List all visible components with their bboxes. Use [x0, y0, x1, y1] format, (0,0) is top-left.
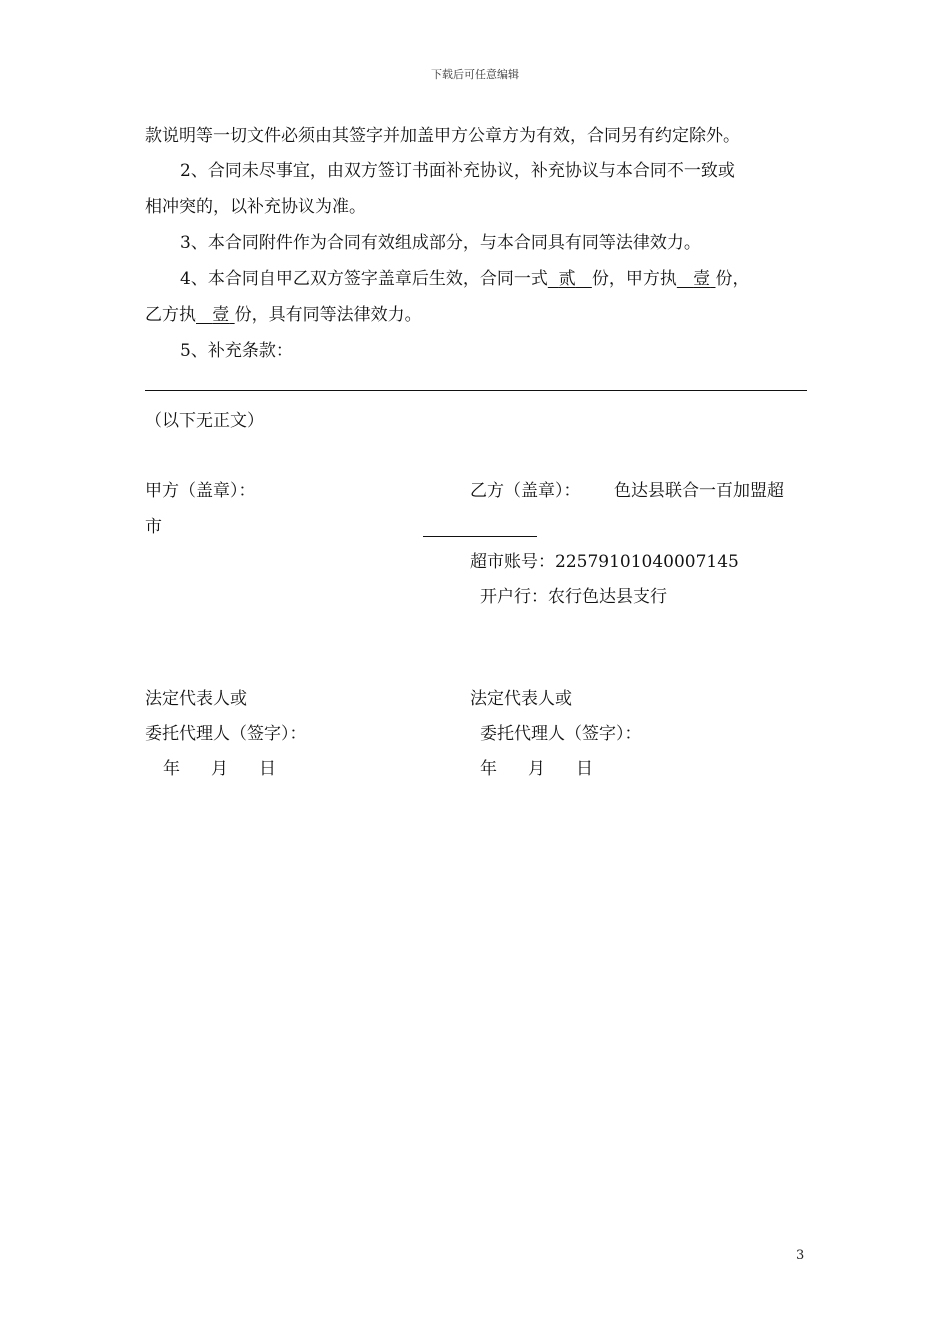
clause-2-line-1: 2、合同未尽事宜，由双方签订书面补充协议，补充协议与本合同不一致或 — [180, 161, 735, 181]
clause-4-text-b: 份，甲方执 — [591, 269, 677, 289]
party-b-date-day: 日 — [576, 759, 593, 779]
party-b-name-rule — [423, 536, 537, 537]
party-a-date-year: 年 — [163, 759, 180, 779]
copies-party-b — [196, 305, 235, 325]
supplementary-terms-rule — [145, 390, 807, 391]
bank-row — [480, 585, 667, 609]
clause-5: 5、补充条款： — [180, 341, 293, 361]
clause-3: 3、本合同附件作为合同有效组成部分，与本合同具有同等法律效力。 — [180, 233, 701, 253]
clause-continuation: 款说明等一切文件必须由其签字并加盖甲方公章方为有效，合同另有约定除外。 — [145, 126, 740, 146]
party-a-date — [163, 757, 276, 781]
account-number: 22579101040007145 — [555, 552, 739, 572]
bank-label: 开户行： — [480, 587, 548, 607]
party-a-date-day: 日 — [259, 759, 276, 779]
account-row — [470, 550, 739, 574]
party-b-date — [480, 757, 593, 781]
clause-4-line-1 — [180, 267, 749, 291]
party-b-rep-line-2: 委托代理人（签字）： — [480, 724, 642, 744]
page-number: 3 — [796, 1248, 805, 1263]
copies-party-b-value: 壹 — [212, 305, 230, 325]
page-header: 下载后可任意编辑 — [431, 68, 519, 81]
party-a-date-month: 月 — [211, 759, 228, 779]
party-b-date-year: 年 — [480, 759, 497, 779]
copies-total — [548, 269, 592, 289]
party-a-rep-line-1: 法定代表人或 — [145, 689, 247, 709]
clause-4-text-e: 份，具有同等法律效力。 — [234, 305, 422, 325]
party-b-date-month: 月 — [528, 759, 545, 779]
party-b-rep-line-1: 法定代表人或 — [470, 689, 572, 709]
party-b-seal-label: 乙方（盖章）： — [470, 481, 581, 501]
copies-party-a-value: 壹 — [693, 269, 711, 289]
party-a-rep-line-2: 委托代理人（签字）： — [145, 724, 307, 744]
copies-party-a — [677, 269, 716, 289]
party-b-name-line-1: 色达县联合一百加盟超 — [614, 481, 784, 501]
account-label: 超市账号： — [470, 552, 555, 572]
clause-4-text-d: 乙方执 — [145, 305, 196, 325]
clause-4-text-a: 4、本合同自甲乙双方签字盖章后生效，合同一式 — [180, 269, 548, 289]
clause-2-line-2: 相冲突的，以补充协议为准。 — [145, 197, 366, 217]
bank-name: 农行色达县支行 — [548, 587, 667, 607]
clause-4-line-2 — [145, 303, 422, 327]
no-text-note: （以下无正文） — [145, 411, 264, 431]
party-a-seal-label: 甲方（盖章）： — [145, 481, 256, 501]
clause-4-text-c: 份， — [715, 269, 750, 289]
party-b-name-line-2: 市 — [145, 517, 162, 537]
copies-total-value: 贰 — [558, 269, 576, 289]
